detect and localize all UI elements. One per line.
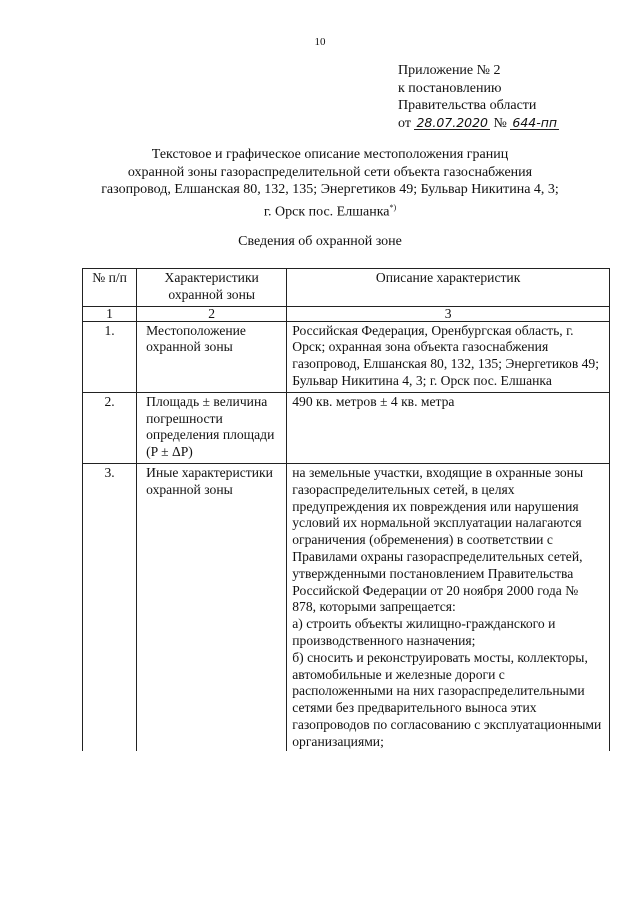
- section-subtitle: Сведения об охранной зоне: [238, 234, 402, 249]
- page-number: 10: [314, 36, 326, 48]
- column-number: 1: [83, 306, 137, 321]
- row-description: 490 кв. метров ± 4 кв. метра: [287, 392, 610, 463]
- appendix-reference: к постановлению: [398, 80, 502, 96]
- restriction-item-a: а) строить объекты жилищно-гражданского и производственного назначения;: [292, 616, 556, 648]
- appendix-header: [398, 62, 559, 132]
- appendix-title: Приложение № 2: [398, 63, 501, 78]
- header-number: № п/п: [83, 269, 137, 307]
- footnote-mark: *): [389, 202, 397, 212]
- table-row: [83, 321, 610, 392]
- table-row: [83, 392, 610, 463]
- row-characteristic: [137, 392, 287, 463]
- date-prefix: от: [398, 115, 411, 131]
- handwritten-number: 644-пп: [512, 114, 558, 130]
- header-characteristic: Характеристики охранной зоны: [137, 269, 287, 307]
- title-line-3: газопровод, Елшанская 80, 132, 135; Энергетиков 49; Бульвар Никитина 4, 3;: [101, 182, 559, 197]
- restriction-item-b: б) сносить и реконструировать мосты, коллекторы, автомобильные и железные дороги с расположенными на них газораспределительными сетями без предварительного выноса этих газопроводов по согласованию с эксплуатационными организациями;: [292, 649, 602, 749]
- row-characteristic: [137, 463, 287, 750]
- characteristic-text: Площадь ± величина погрешности определения площади (P ± ΔP): [146, 393, 275, 460]
- characteristic-text: Местоположение охранной зоны: [146, 322, 246, 355]
- row-description: Российская Федерация, Оренбургская область, г. Орск; охранная зона объекта газоснабжения газопровод, Елшанская 80, 132, 135; Энергетиков 49; Бульвар Никитина 4, 3; г. Орск пос. Елшанка: [287, 321, 610, 392]
- number-sign: №: [493, 115, 507, 131]
- header-description: Описание характеристик: [287, 269, 610, 307]
- row-number: 2.: [83, 392, 137, 463]
- column-number: 2: [137, 306, 287, 321]
- row-number: 3.: [83, 463, 137, 750]
- row-characteristic: [137, 321, 287, 392]
- column-number: 3: [287, 306, 610, 321]
- protection-zone-table: [82, 268, 610, 751]
- column-number-row: [83, 306, 610, 321]
- appendix-authority: Правительства области: [398, 98, 537, 113]
- handwritten-date: 28.07.2020: [416, 114, 489, 130]
- restriction-intro: на земельные участки, входящие в охранные зоны газораспределительных сетей, в целях предупреждения их повреждения или нарушения условий их нормальной эксплуатации налагаются ограничения (обременения) в соответствии с Правилами охраны газораспределительных сетей, утвержденными постановлением Правительства Российской Федерации от 20 ноября 2000 года № 878, которыми запрещается:: [292, 464, 584, 615]
- characteristic-text: Иные характеристики охранной зоны: [146, 464, 273, 497]
- title-line-4: [60, 199, 600, 221]
- row-description: [287, 463, 610, 750]
- title-line-2: охранной зоны газораспределительной сети объекта газоснабжения: [127, 164, 533, 180]
- appendix-date-number: [398, 115, 559, 133]
- document-title: [60, 146, 600, 221]
- title-location: г. Орск пос. Елшанка: [263, 204, 390, 220]
- table-row: [83, 463, 610, 750]
- row-number: 1.: [83, 321, 137, 392]
- title-line-1: Текстовое и графическое описание местоположения границ: [151, 147, 509, 162]
- table-header-row: [83, 269, 610, 307]
